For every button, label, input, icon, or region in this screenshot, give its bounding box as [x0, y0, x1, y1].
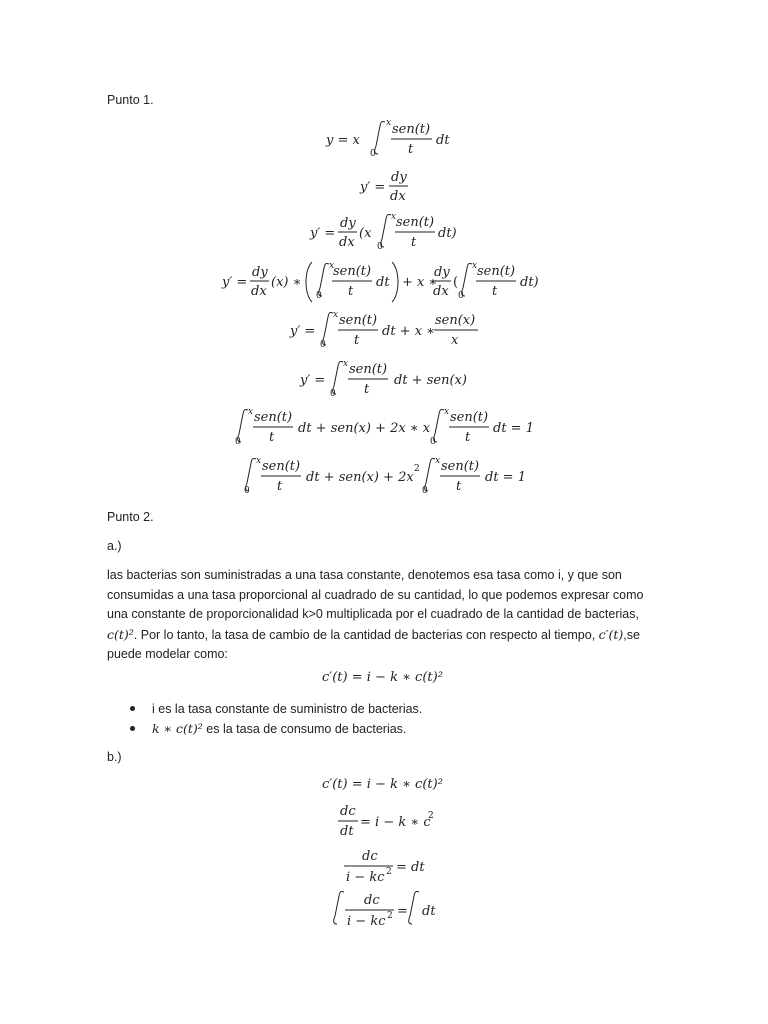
eq5-lhs: y′ =: [290, 324, 316, 339]
eq4-num-dy2: dy: [434, 265, 450, 280]
lower-limit: 0: [330, 389, 336, 399]
integral-sign: [334, 891, 344, 924]
eq8-mid: dt + sen(x) + 2x: [306, 470, 414, 485]
lower-limit: 0: [370, 149, 376, 159]
lower-limit: 0: [430, 437, 436, 447]
eq7-num-sen2: sen(t): [450, 410, 489, 425]
lower-limit: 0: [320, 340, 326, 350]
eq4-lhs: y′ =: [222, 275, 248, 290]
eq4-num-sen: sen(t): [333, 264, 372, 279]
big-paren-open: [306, 262, 312, 302]
equation-b2: [336, 800, 446, 842]
paragraph-line: una constante de proporcionalidad k>0 multiplicada por el cuadrado de la cantidad de bacterias,: [107, 607, 639, 621]
eq7-den-t: t: [269, 430, 275, 445]
eq7-den-t2: t: [465, 430, 471, 445]
paragraph-line: consumidas a una tasa proporcional al cuadrado de su cantidad, lo que podemos expresar como: [107, 587, 644, 602]
lower-limit: 0: [235, 437, 241, 447]
eqb4-numerator: dc: [364, 893, 380, 908]
upper-limit: x: [472, 261, 478, 271]
eq5-denominator-2: x: [451, 333, 459, 348]
eqb2-denominator: dt: [340, 824, 354, 839]
equation-8: [240, 455, 540, 501]
section-title-punto-2: Punto 2.: [107, 510, 154, 524]
lower-limit: 0: [458, 291, 464, 301]
eq4-paren: (: [453, 275, 459, 290]
equation-6: [298, 358, 478, 404]
eqb3-numerator: dc: [362, 849, 378, 864]
eq4-num-dy: dy: [252, 265, 268, 280]
eq3-lhs: y′ =: [310, 226, 336, 241]
eq3-numerator: dy: [340, 216, 356, 231]
bullet-dot: [130, 726, 135, 731]
eq6-tail: dt + sen(x): [394, 373, 467, 388]
eq2-numerator: dy: [391, 170, 407, 185]
lower-limit: 0: [377, 242, 383, 252]
eq5-numerator-2: sen(x): [435, 313, 476, 328]
eq4-plus: + x ∗: [402, 275, 438, 290]
eq1-lhs: y = x: [326, 133, 360, 148]
equation-7: [232, 406, 542, 452]
eq4-num-sen2: sen(t): [477, 264, 516, 279]
eq6-den-t: t: [364, 382, 370, 397]
eq4-tail: dt): [520, 275, 539, 290]
eq8-num-sen2: sen(t): [441, 459, 480, 474]
upper-limit: x: [248, 407, 254, 417]
eq3-open: (x: [359, 226, 372, 241]
bullet-list: [130, 699, 422, 739]
eq6-num-sen: sen(t): [349, 362, 388, 377]
eq4-den-t: t: [348, 284, 354, 299]
eq7-num-sen: sen(t): [254, 410, 293, 425]
integral-sign: [375, 121, 385, 154]
bullet-dot: [130, 706, 135, 711]
inline-text: ,se: [623, 627, 640, 642]
eqb3-superscript: 2: [386, 867, 392, 877]
eq5-mid: dt + x ∗: [382, 324, 436, 339]
upper-limit: x: [256, 456, 262, 466]
eq8-den-t: t: [277, 479, 283, 494]
eq8-superscript: 2: [414, 464, 420, 474]
upper-limit: x: [435, 456, 441, 466]
eq5-den-t: t: [354, 333, 360, 348]
part-a-label: a.): [107, 539, 122, 553]
equation-2: [358, 167, 418, 207]
eq2-denominator: dx: [390, 189, 406, 204]
lower-limit: 0: [316, 291, 322, 301]
bullet-text: i es la tasa constante de suministro de bacterias.: [152, 702, 423, 716]
upper-limit: x: [343, 359, 349, 369]
upper-limit: x: [386, 118, 392, 128]
eq7-mid: dt + sen(x) + 2x ∗ x: [298, 421, 431, 436]
eq7-tail: dt = 1: [493, 421, 534, 436]
lower-limit: 0: [422, 486, 428, 496]
upper-limit: x: [444, 407, 450, 417]
list-item: [130, 699, 422, 719]
eqb4-equals: =: [397, 904, 408, 919]
eq4-mid: (x) ∗: [271, 275, 302, 290]
part-b-label: b.): [107, 750, 122, 764]
eqb3-denominator: i − kc: [346, 870, 385, 885]
inline-text: . Por lo tanto, la tasa de cambio de la cantidad de bacterias con respecto al tiempo,: [133, 627, 599, 642]
eq1-denominator: t: [408, 142, 414, 157]
eq4-den-dx: dx: [251, 284, 267, 299]
eq4-den-t2: t: [492, 284, 498, 299]
eq1-tail: dt: [436, 133, 450, 148]
inline-math: k ∗ c(t)²: [152, 721, 203, 736]
eq3-denominator-2: t: [411, 235, 417, 250]
paragraph-line: [107, 625, 667, 646]
eq1-numerator: sen(t): [392, 122, 431, 137]
eq8-num-sen: sen(t): [262, 459, 301, 474]
equation-b4: [330, 888, 440, 934]
lower-limit: 0: [244, 486, 250, 496]
equation-5: [288, 309, 488, 355]
eqb2-numerator: dc: [340, 804, 356, 819]
eq3-denominator: dx: [339, 235, 355, 250]
inline-math: c′(t): [598, 626, 624, 642]
equation-1: [320, 116, 460, 162]
eqb3-rhs: = dt: [396, 860, 425, 875]
eq8-tail: dt = 1: [485, 470, 526, 485]
paragraph-line: puede modelar como:: [107, 647, 228, 661]
inline-math: c(t)²: [107, 626, 134, 642]
eq8-den-t2: t: [456, 479, 462, 494]
model-equation: c′(t) = i − k ∗ c(t)²: [322, 670, 443, 685]
eqb4-tail: dt: [422, 904, 436, 919]
equation-4: [220, 260, 550, 306]
upper-limit: x: [329, 261, 335, 271]
equation-b3: [342, 845, 432, 887]
big-paren-close: [392, 262, 398, 302]
paragraph-model: [107, 566, 667, 665]
equation-3: [308, 211, 468, 257]
upper-limit: x: [333, 310, 339, 320]
upper-limit: x: [391, 212, 397, 222]
eq5-num-sen: sen(t): [339, 313, 378, 328]
paragraph-line: las bacterias son suministradas a una tasa constante, denotemos esa tasa como i, y que son: [107, 568, 622, 582]
list-item: [130, 719, 422, 739]
equation-b1: c′(t) = i − k ∗ c(t)²: [322, 777, 443, 792]
eqb4-denominator: i − kc: [347, 914, 386, 929]
eq4-dt: dt: [376, 275, 390, 290]
eq3-numerator-2: sen(t): [396, 215, 435, 230]
eq4-den-dx2: dx: [433, 284, 449, 299]
bullet-text: es la tasa de consumo de bacterias.: [202, 722, 407, 736]
eqb2-superscript: 2: [428, 811, 434, 821]
integral-sign: [409, 891, 419, 924]
eq2-lhs: y′ =: [360, 180, 386, 195]
eq6-lhs: y′ =: [300, 373, 326, 388]
eq3-tail: dt): [438, 226, 457, 241]
eqb4-superscript: 2: [387, 911, 393, 921]
section-title-punto-1: Punto 1.: [107, 93, 154, 107]
eqb2-rhs: = i − k ∗ c: [360, 815, 431, 830]
